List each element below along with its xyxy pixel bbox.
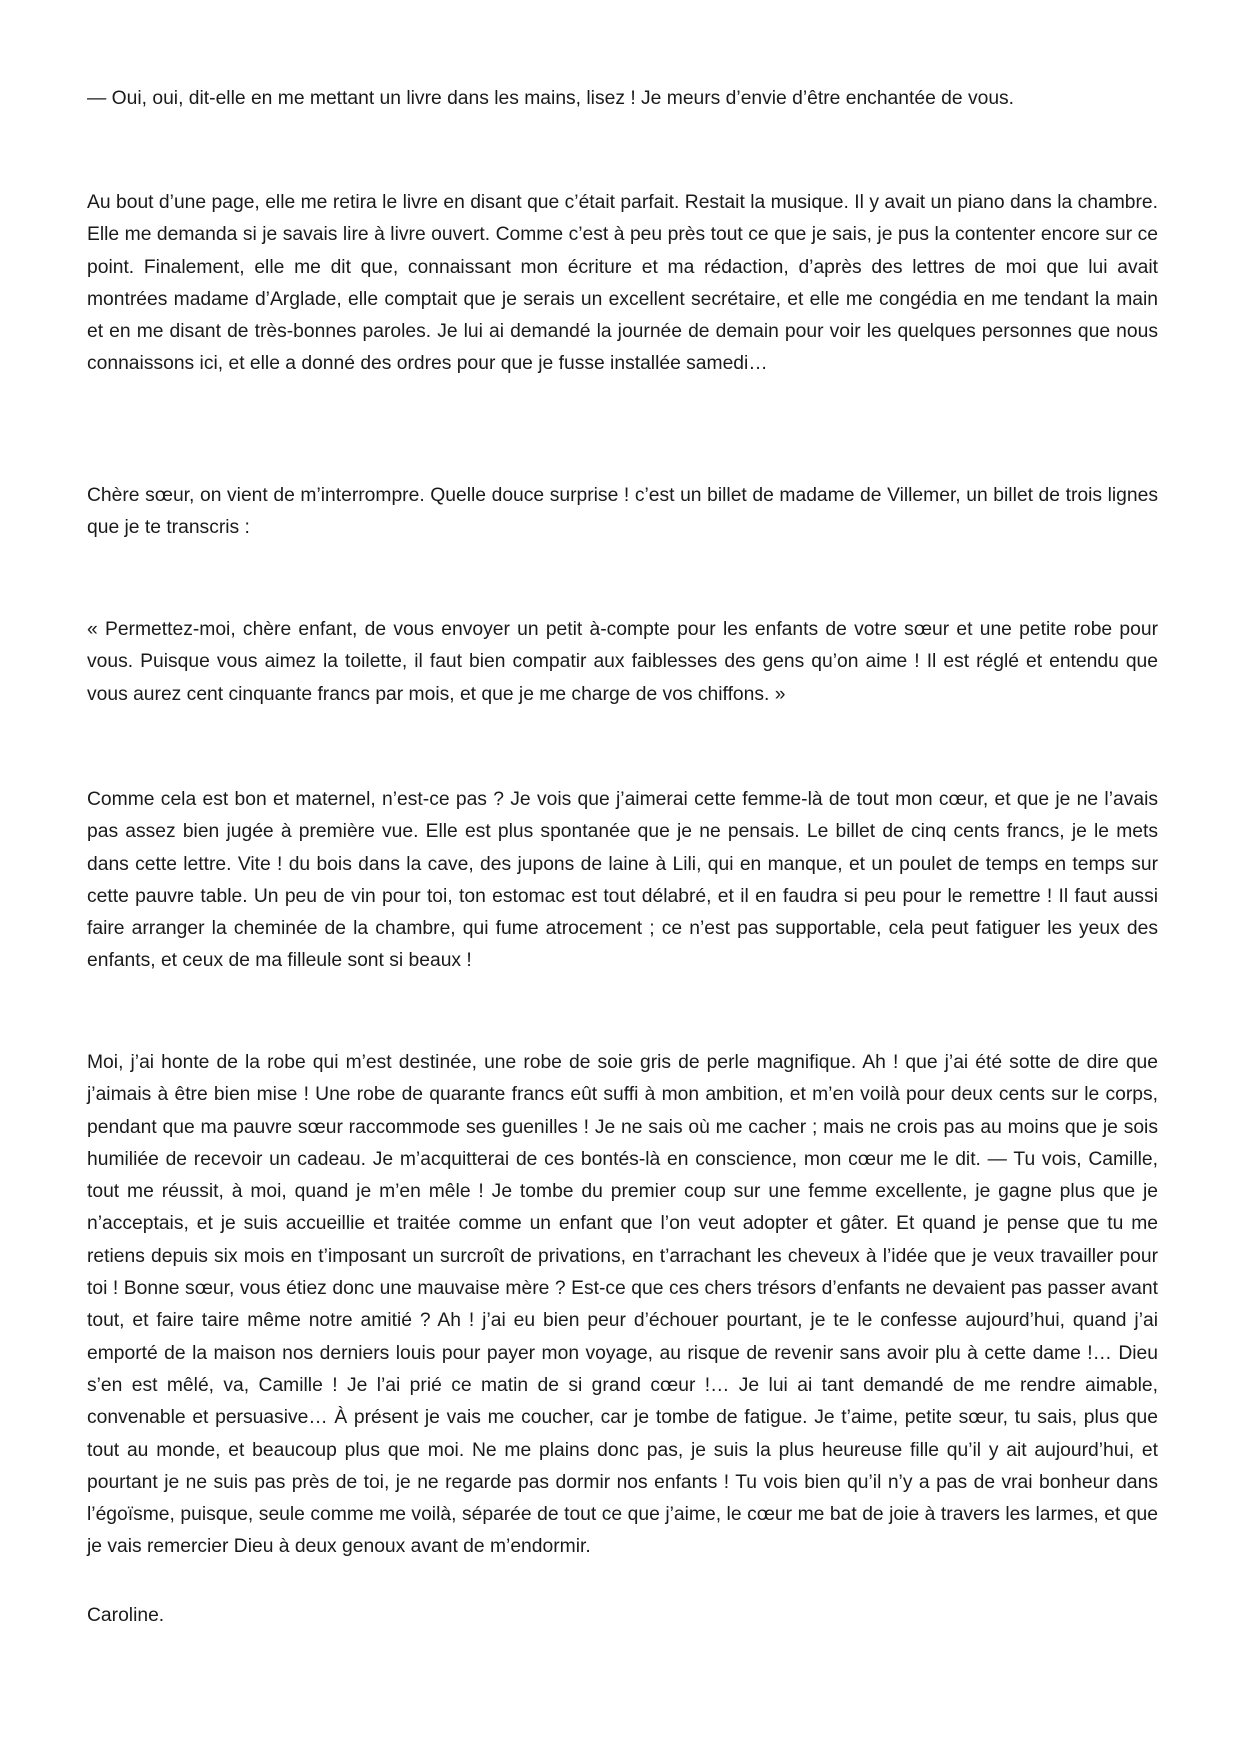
signature: Caroline. <box>87 1605 165 1626</box>
paragraph-chere-soeur: Chère sœur, on vient de m’interrompre. Quelle douce surprise ! c’est un billet de madame de Villemer, un billet de trois lignes que je te transcris : <box>87 485 1158 539</box>
paragraph-quoted-note: « Permettez-moi, chère enfant, de vous envoyer un petit à-compte pour les enfants de votre sœur et une petite robe pour vous. Puisque vous aimez la toilette, il faut bien compatir aux faiblesses des gens qu’on aime ! Il est réglé et entendu que vous aurez cent cinquante francs par mois, et que je me charge de vos chiffons. » <box>87 619 1158 705</box>
paragraph-oui-oui: — Oui, oui, dit-elle en me mettant un livre dans les mains, lisez ! Je meurs d’envie d’être enchantée de vous. <box>87 88 1015 109</box>
paragraph-comme-cela-est-bon: Comme cela est bon et maternel, n’est-ce pas ? Je vois que j’aimerai cette femme-là de tout mon cœur, et que je ne l’avais pas assez bien jugée à première vue. Elle est plus spontanée que je ne pensais. Le billet de cinq cents francs, je le mets dans cette lettre. Vite ! du bois dans la cave, des jupons de laine à Lili, qui en manque, et un poulet de temps en temps sur cette pauvre table. Un peu de vin pour toi, ton estomac est tout délabré, et il en faudra si peu pour le remettre ! Il faut aussi faire arranger la cheminée de la chambre, qui fume atrocement ; ce n’est pas supportable, cela peut fatiguer les yeux des enfants, et ceux de ma filleule sont si beaux ! <box>87 789 1158 972</box>
paragraph-moi-j-ai-honte: Moi, j’ai honte de la robe qui m’est destinée, une robe de soie gris de perle magnifique. Ah ! que j’ai été sotte de dire que j’aimais à être bien mise ! Une robe de quarante francs eût suffi à mon ambition, et m’en voilà pour deux cents sur le corps, pendant que ma pauvre sœur raccommode ses guenilles ! Je ne sais où me cacher ; mais ne crois pas au moins que je sois humiliée de recevoir un cadeau. Je m’acquitterai de ces bontés-là en conscience, mon cœur me le dit. — Tu vois, Camille, tout me réussit, à moi, quand je m’en mêle ! Je tombe du premier coup sur une femme excellente, je gagne plus que je n’acceptais, et je suis accueillie et traitée comme un enfant que l’on veut adopter et gâter. Et quand je pense que tu me retiens depuis six mois en t’imposant un surcroît de privations, en t’arrachant les cheveux à l’idée que je veux travailler pour toi ! Bonne sœur, vous étiez donc une mauvaise mère ? Est-ce que ces chers trésors d’enfants ne devaient pas passer avant tout, et faire taire même notre amitié ? Ah ! j’ai eu bien peur d’échouer pourtant, je te le confesse aujourd’hui, quand j’ai emporté de la maison nos derniers louis pour payer mon voyage, au risque de revenir sans avoir plu à cette dame !… Dieu s’en est mêlé, va, Camille ! Je l’ai prié ce matin de si grand cœur !… Je lui ai tant demandé de me rendre aimable, convenable et persuasive… À présent je vais me coucher, car je tombe de fatigue. Je t’aime, petite sœur, tu sais, plus que tout au monde, et beaucoup plus que moi. Ne me plains donc pas, je suis la plus heureuse fille qu’il y ait aujourd’hui, et pourtant je ne suis pas près de toi, je ne regarde pas dormir nos enfants ! Tu vois bien qu’il n’y a pas de vrai bonheur dans l’égoïsme, puisque, seule comme me voilà, séparée de tout ce que j’aime, le cœur me bat de joie à travers les larmes, et que je vais remercier Dieu à deux genoux avant de m’endormir. <box>87 1052 1158 1558</box>
paragraph-au-bout-d-une-page: Au bout d’une page, elle me retira le livre en disant que c’était parfait. Restait la musique. Il y avait un piano dans la chambre. Elle me demanda si je savais lire à livre ouvert. Comme c’est à peu près tout ce que je sais, je pus la contenter encore sur ce point. Finalement, elle me dit que, connaissant mon écriture et ma rédaction, d’après des lettres de moi que lui avait montrées madame d’Arglade, elle comptait que je serais un excellent secrétaire, et elle me congédia en me tendant la main et en me disant de très-bonnes paroles. Je lui ai demandé la journée de demain pour voir les quelques personnes que nous connaissons ici, et elle a donné des ordres pour que je fusse installée samedi… <box>87 192 1158 375</box>
